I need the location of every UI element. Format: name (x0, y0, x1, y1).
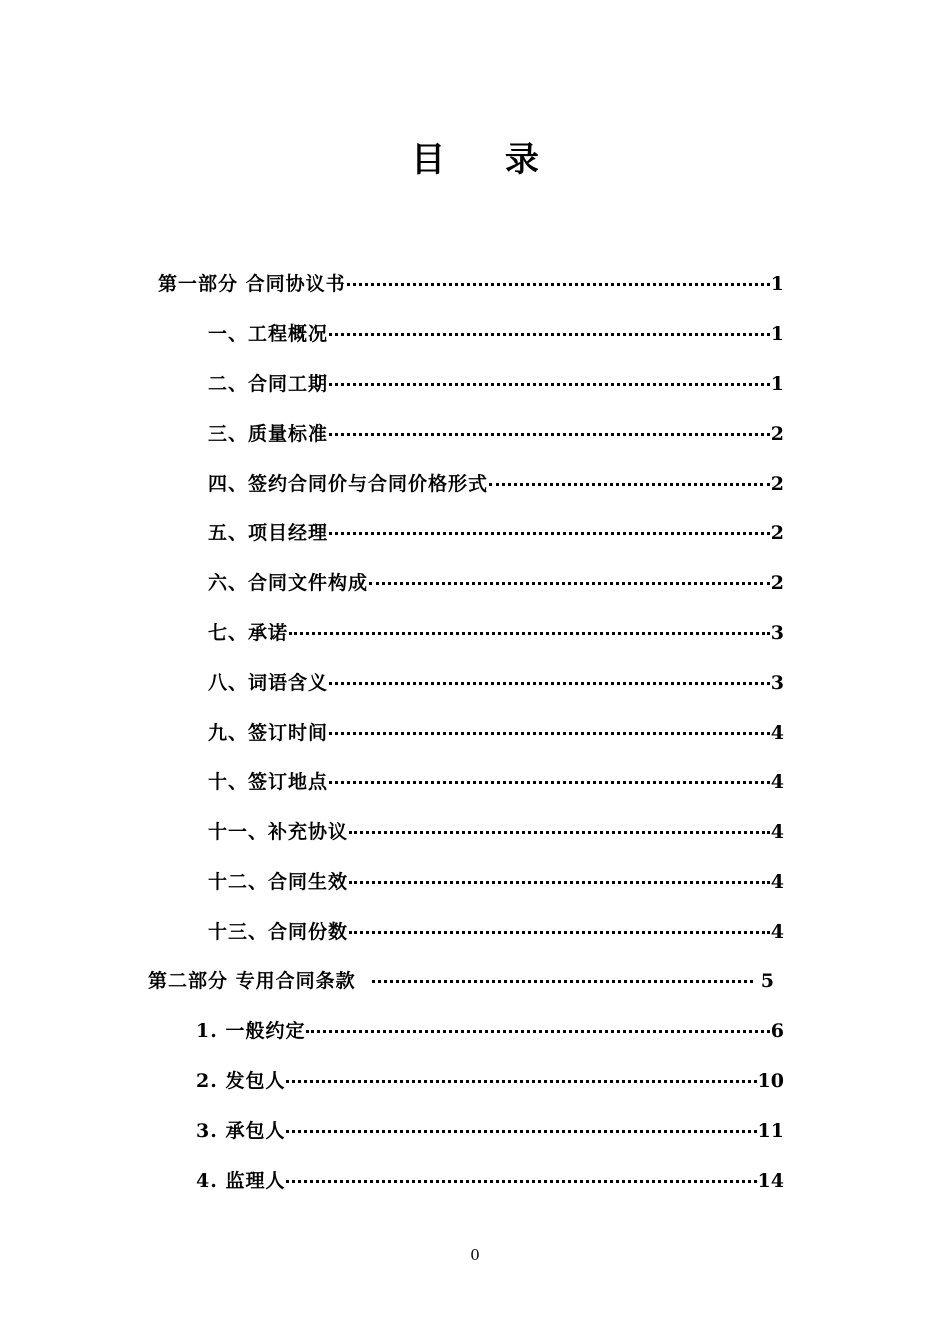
toc-entry-6[interactable] (208, 568, 784, 598)
toc-entry-label: 第一部分 合同协议书 (158, 273, 346, 295)
toc-entry-3[interactable] (208, 419, 784, 449)
toc-entry-page: 3 (770, 672, 784, 694)
toc-entry-page: 1 (770, 373, 784, 395)
toc-entry-2[interactable] (208, 369, 784, 399)
toc-entry-page: 10 (757, 1070, 784, 1092)
toc-entry-8[interactable] (208, 668, 784, 698)
toc-entry-label: 4. 监理人 (196, 1170, 286, 1192)
toc-entry-9[interactable] (208, 718, 784, 748)
toc-entry-label: 九、签订时间 (208, 722, 329, 744)
toc-entry-page: 2 (770, 423, 784, 445)
toc-entry-page: 2 (770, 522, 784, 544)
toc-entry-11[interactable] (208, 817, 784, 847)
toc-entry-label: 三、质量标准 (208, 423, 329, 445)
toc-entry-label: 七、承诺 (208, 622, 289, 644)
toc-entry-label: 1. 一般约定 (196, 1020, 306, 1042)
toc-entry-page: 5 (760, 970, 774, 992)
toc-entry-label: 六、合同文件构成 (208, 572, 369, 594)
toc-dot-leader (369, 582, 770, 585)
toc-entry-clause-2[interactable] (196, 1066, 784, 1096)
toc-entry-clause-4[interactable] (196, 1166, 784, 1196)
page-title: 目 录 (411, 140, 563, 180)
toc-entry-label: 二、合同工期 (208, 373, 329, 395)
toc-entry-label: 第二部分 专用合同条款 (148, 970, 356, 992)
toc-entry-page: 2 (770, 572, 784, 594)
toc-entry-page: 1 (770, 273, 784, 295)
toc-entry-page: 2 (770, 473, 784, 495)
toc-dot-leader (329, 781, 770, 784)
toc-dot-leader (349, 881, 770, 884)
toc-entry-page: 14 (757, 1170, 784, 1192)
toc-entry-label: 十一、补充协议 (208, 821, 349, 843)
toc-entry-10[interactable] (208, 767, 784, 797)
toc-entry-page: 6 (770, 1020, 784, 1042)
toc-dot-leader (329, 732, 770, 735)
toc-entry-7[interactable] (208, 618, 784, 648)
toc-dot-leader (286, 1130, 756, 1133)
toc-entry-12[interactable] (208, 867, 784, 897)
toc-entry-part-2[interactable] (148, 966, 774, 996)
toc-entry-page: 4 (770, 821, 784, 843)
toc-entry-label: 十三、合同份数 (208, 921, 349, 943)
toc-entry-page: 4 (770, 771, 784, 793)
toc-dot-leader (289, 632, 770, 635)
toc-dot-leader (329, 333, 770, 336)
toc-dot-leader (329, 383, 770, 386)
toc-dot-leader (372, 980, 753, 983)
toc-entry-label: 五、项目经理 (208, 522, 329, 544)
toc-entry-label: 八、词语含义 (208, 672, 329, 694)
toc-dot-leader (349, 931, 770, 934)
toc-dot-leader (329, 682, 770, 685)
toc-entry-label: 十二、合同生效 (208, 871, 349, 893)
toc-entry-page: 3 (770, 622, 784, 644)
toc-entry-page: 4 (770, 921, 784, 943)
toc-entry-5[interactable] (208, 518, 784, 548)
toc-dot-leader (329, 433, 770, 436)
toc-entry-page: 1 (770, 323, 784, 345)
toc-entry-1[interactable] (208, 319, 784, 349)
toc-dot-leader (349, 831, 770, 834)
toc-dot-leader (306, 1030, 769, 1033)
toc-entry-clause-1[interactable] (196, 1016, 784, 1046)
toc-entry-4[interactable] (208, 469, 784, 499)
toc-entry-label: 2. 发包人 (196, 1070, 286, 1092)
toc-dot-leader (286, 1080, 756, 1083)
toc-entry-label: 一、工程概况 (208, 323, 329, 345)
footer-page-number: 0 (470, 1246, 480, 1264)
toc-dot-leader (329, 532, 770, 535)
toc-entry-page: 4 (770, 722, 784, 744)
toc-entry-13[interactable] (208, 917, 784, 947)
toc-entry-label: 四、签约合同价与合同价格形式 (208, 473, 489, 495)
toc-dot-leader (489, 483, 770, 486)
toc-entry-label: 十、签订地点 (208, 771, 329, 793)
toc-entry-page: 11 (757, 1120, 784, 1142)
toc-entry-part-1[interactable] (158, 269, 784, 299)
toc-dot-leader (286, 1180, 756, 1183)
toc-entry-clause-3[interactable] (196, 1116, 784, 1146)
toc-entry-page: 4 (770, 871, 784, 893)
toc-entry-label: 3. 承包人 (196, 1120, 286, 1142)
toc-dot-leader (347, 283, 770, 286)
